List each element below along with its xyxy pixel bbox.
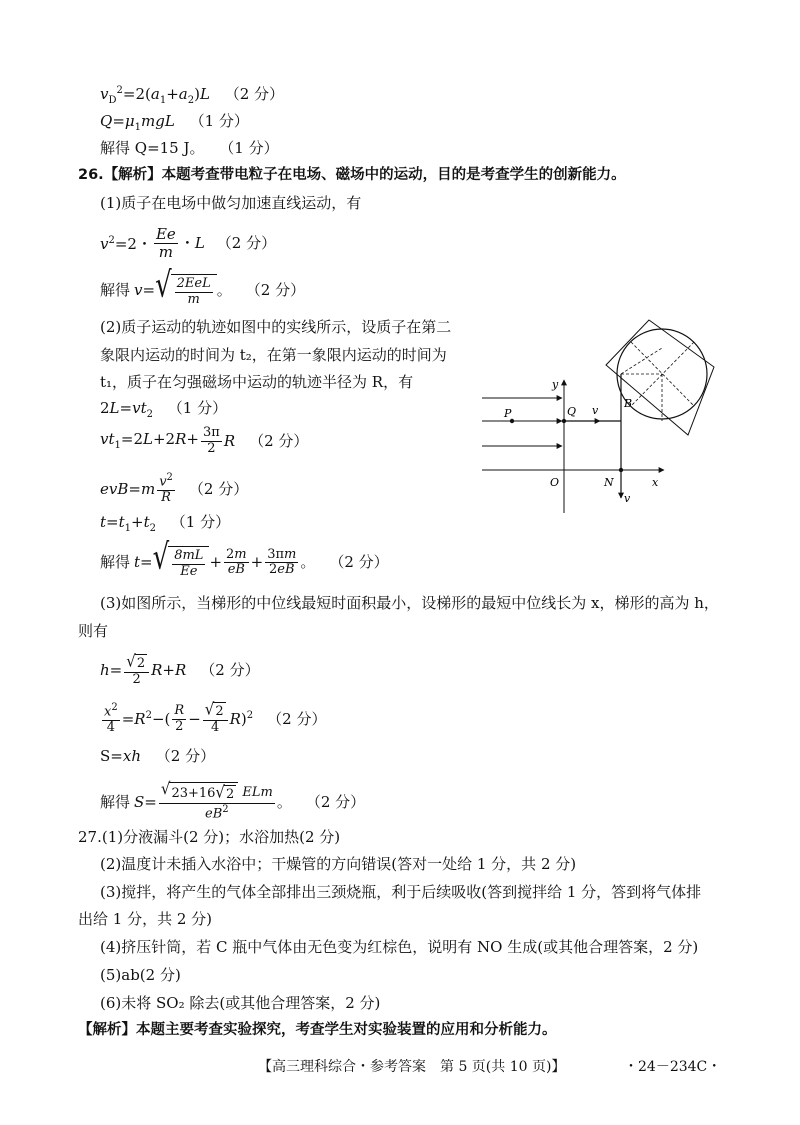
label-n: N bbox=[604, 476, 614, 489]
score: （2 分） bbox=[224, 85, 285, 103]
q26-heading-text: 【解析】本题考查带电粒子在电场、磁场中的运动，目的是考查学生的创新能力。 bbox=[103, 167, 626, 183]
footer-code: ・24－234C・ bbox=[624, 1059, 722, 1075]
point-n bbox=[619, 468, 623, 472]
footer-page-info: 【高三理科综合・参考答案 第 5 页(共 10 页)】 bbox=[258, 1059, 566, 1075]
equation-t: $t=t_1+t_2$ （1 分） bbox=[100, 513, 231, 534]
label-v-vertical: v bbox=[624, 492, 631, 505]
score: （1 分） bbox=[170, 513, 231, 531]
result-v: 解得 v= √ $\frac{\text{2EeL}}{m}$ 。 （2 分） bbox=[100, 265, 306, 307]
q27-number: 27. bbox=[78, 828, 102, 846]
q26-part2-line3: t₁，质子在匀强磁场中运动的轨迹半径为 R，有 bbox=[100, 373, 414, 391]
label-x: x bbox=[652, 476, 659, 489]
q27-answer-6: (6)未将 SO₂ 除去(或其他合理答案，2 分) bbox=[100, 994, 381, 1012]
label-y: y bbox=[552, 378, 559, 391]
score: （2 分） bbox=[245, 281, 306, 300]
score: （1 分） bbox=[167, 399, 228, 417]
result-q: 解得 Q=15 J。 （1 分） bbox=[100, 139, 279, 157]
q26-part1: (1)质子在电场中做匀加速直线运动，有 bbox=[100, 194, 362, 212]
score: （2 分） bbox=[267, 709, 327, 728]
q27-answer-1: 27.(1)分液漏斗(2 分)；水浴加热(2 分) bbox=[78, 828, 341, 846]
score: （2 分） bbox=[188, 479, 249, 498]
q26-part3-line2: 则有 bbox=[78, 622, 109, 640]
equation-vd bbox=[100, 86, 284, 106]
equation-evb: evB=m $\frac{v^2}{R}$ （2 分） bbox=[100, 472, 249, 506]
score: （2 分） bbox=[155, 747, 216, 765]
trajectory-figure bbox=[476, 318, 720, 520]
q27-answer-2: (2)温度计未插入水浴中；干燥管的方向错误(答对一处给 1 分，共 2 分) bbox=[100, 855, 577, 873]
score: （2 分） bbox=[329, 553, 389, 572]
q27-answer-3-line1: (3)搅拌，将产生的气体全部排出三颈烧瓶，利于后续吸收(答到搅拌给 1 分，答到将气体排 bbox=[100, 883, 702, 901]
score: （1 分） bbox=[219, 139, 279, 157]
equation-h: h= √ 2 2 R+R （2 分） bbox=[100, 650, 260, 687]
q26-part2-line1: (2)质子运动的轨迹如图中的实线所示，设质子在第二 bbox=[100, 318, 452, 336]
q27-answer-4: (4)挤压针筒，若 C 瓶中气体由无色变为红棕色，说明有 NO 生成(或其他合理答案，2 分) bbox=[100, 938, 699, 956]
result-t: 解得 t= √ $\frac{8mL}{Ee}$ + $\frac{2m}{eB}$ + $\frac{3\pi m}{2eB}$ 。 （2 分） bbox=[100, 537, 389, 579]
equation-v2: $v^2=2$・ $\frac{Ee}{m}$ ・L （2 分） bbox=[100, 225, 277, 262]
equation-x: $\frac{x^2}{4}$ $=R^2-$( $\frac{R}{2}$ − √ 2 4 R)$^2$ （2 分） bbox=[104, 699, 327, 736]
q27-answer-3-line2: 出给 1 分，共 2 分) bbox=[78, 910, 213, 928]
score: （2 分） bbox=[305, 792, 366, 811]
result-s: 解得 S= √ 23+16 √ 2 ELm $eB^2$ 。 （2 分） bbox=[100, 778, 366, 822]
equation-vt1: $vt_1=2L+2R+$ $\frac{3\pi}{2}$ R （2 分） bbox=[100, 425, 309, 456]
label-q: Q bbox=[567, 405, 577, 418]
equation-2l: $2L=vt_2$ （1 分） bbox=[100, 399, 228, 420]
equation-vd-text: $v_D^2=2(a_1+a_2)L$ bbox=[100, 85, 210, 106]
equation-s: S=xh （2 分） bbox=[100, 747, 216, 765]
label-v-horizontal: v bbox=[592, 404, 599, 417]
score: （2 分） bbox=[200, 661, 260, 680]
score: （2 分） bbox=[249, 431, 309, 450]
score: （2 分） bbox=[216, 234, 277, 253]
trapezoid-region bbox=[606, 320, 714, 435]
q26-part2-line2: 象限内运动的时间为 t₂，在第一象限内运动的时间为 bbox=[100, 346, 447, 364]
q27-analysis: 【解析】本题主要考查实验探究，考查学生对实验装置的应用和分析能力。 bbox=[78, 1022, 557, 1038]
q26-number: 26. bbox=[78, 167, 104, 183]
label-b: B bbox=[624, 397, 633, 410]
label-o: O bbox=[550, 476, 560, 489]
label-p: P bbox=[504, 407, 512, 420]
q26-heading bbox=[78, 168, 626, 183]
construction-line bbox=[621, 348, 662, 374]
equation-q: $Q=\mu_1mgL$ （1 分） bbox=[100, 112, 249, 133]
q26-part3-line1: (3)如图所示，当梯形的中位线最短时面积最小，设梯形的最短中位线长为 x，梯形的高为 h， bbox=[100, 594, 719, 612]
q27-answer-5: (5)ab(2 分) bbox=[100, 966, 181, 984]
score: （1 分） bbox=[189, 112, 249, 130]
